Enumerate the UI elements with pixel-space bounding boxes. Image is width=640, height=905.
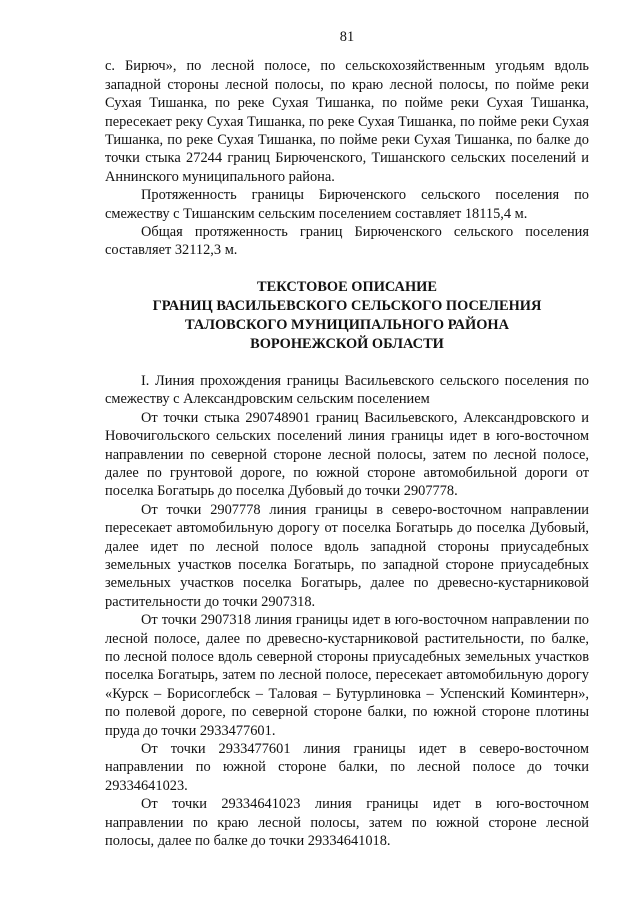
body-section: [105, 372, 589, 851]
top-section: [105, 57, 589, 259]
paragraph: От точки 29334641023 линия границы идет в юго-восточном направлении по краю лесной полосы, затем по южной стороне лесной полосы, далее по балке до точки 29334641018.: [105, 796, 589, 850]
subsection-title: I. Линия прохождения границы Васильевского сельского поселения по смежеству с Александровским сельским поселением: [105, 372, 589, 408]
document-page: [105, 0, 589, 850]
paragraph: От точки 2933477601 линия границы идет в северо-восточном направлении по южной стороне балки, по лесной полосе до точки 29334641023.: [105, 741, 589, 794]
paragraph: От точки 2907778 линия границы в северо-восточном направлении пересекает автомобильную дорогу от поселка Богатырь до поселка Дубовый, далее идет по лесной полосе вдоль западной стороны приусадебных земельных участков поселка Богатырь, по западной стороне приусадебных земельных участков поселка Богатырь, далее по древесно-кустарниковой растительности до точки 2907318.: [105, 501, 589, 610]
heading-line: ВОРОНЕЖСКОЙ ОБЛАСТИ: [250, 335, 444, 352]
heading-line: ТЕКСТОВОЕ ОПИСАНИЕ: [257, 278, 437, 295]
section-heading: [105, 278, 589, 354]
paragraph: От точки стыка 290748901 границ Васильевского, Александровского и Новочигольского сельских поселений линия границы идет в юго-восточном направлении по северной стороне лесной полосы, затем по лесной полосе, далее по грунтовой дороге, по южной стороне автомобильной дороги от поселка Богатырь до поселка Дубовый до точки 2907778.: [105, 409, 589, 500]
paragraph: От точки 2907318 линия границы идет в юго-восточном направлении по лесной полосе, далее по древесно-кустарниковой растительности, по балке, по лесной полосе вдоль северной стороны приусадебных земельных участков поселка Богатырь, затем по лесной полосе, пересекает автомобильную дорогу «Курск – Борисоглебск – Таловая – Бутурлиновка – Успенский Коминтерн», по полевой дороге, по северной стороне балки, по южной стороне плотины пруда до точки 2933477601.: [105, 612, 589, 739]
heading-line: ГРАНИЦ ВАСИЛЬЕВСКОГО СЕЛЬСКОГО ПОСЕЛЕНИЯ: [152, 297, 542, 314]
paragraph: Общая протяженность границ Бирюченского сельского поселения составляет 32112,3 м.: [105, 224, 589, 259]
page-number: 81: [339, 29, 355, 45]
heading-line: ТАЛОВСКОГО МУНИЦИПАЛЬНОГО РАЙОНА: [184, 316, 510, 333]
paragraph: с. Бирюч», по лесной полосе, по сельскохозяйственным угодьям вдоль западной стороны лесной полосы, по краю лесной полосы, по пойме реки Сухая Тишанка, по реке Сухая Тишанка, по пойме реки Сухая Тишанка, пересекает реку Сухая Тишанка, по реке Сухая Тишанка, по пойме реки Сухая Тишанка, по реке Сухая Тишанка, по пойме реки Сухая Тишанка, по балке до точки стыка 27244 границ Бирюченского, Тишанского сельских поселений и Аннинского муниципального района.: [105, 58, 589, 185]
paragraph: Протяженность границы Бирюченского сельского поселения по смежеству с Тишанским сельским поселением составляет 18115,4 м.: [105, 187, 589, 222]
